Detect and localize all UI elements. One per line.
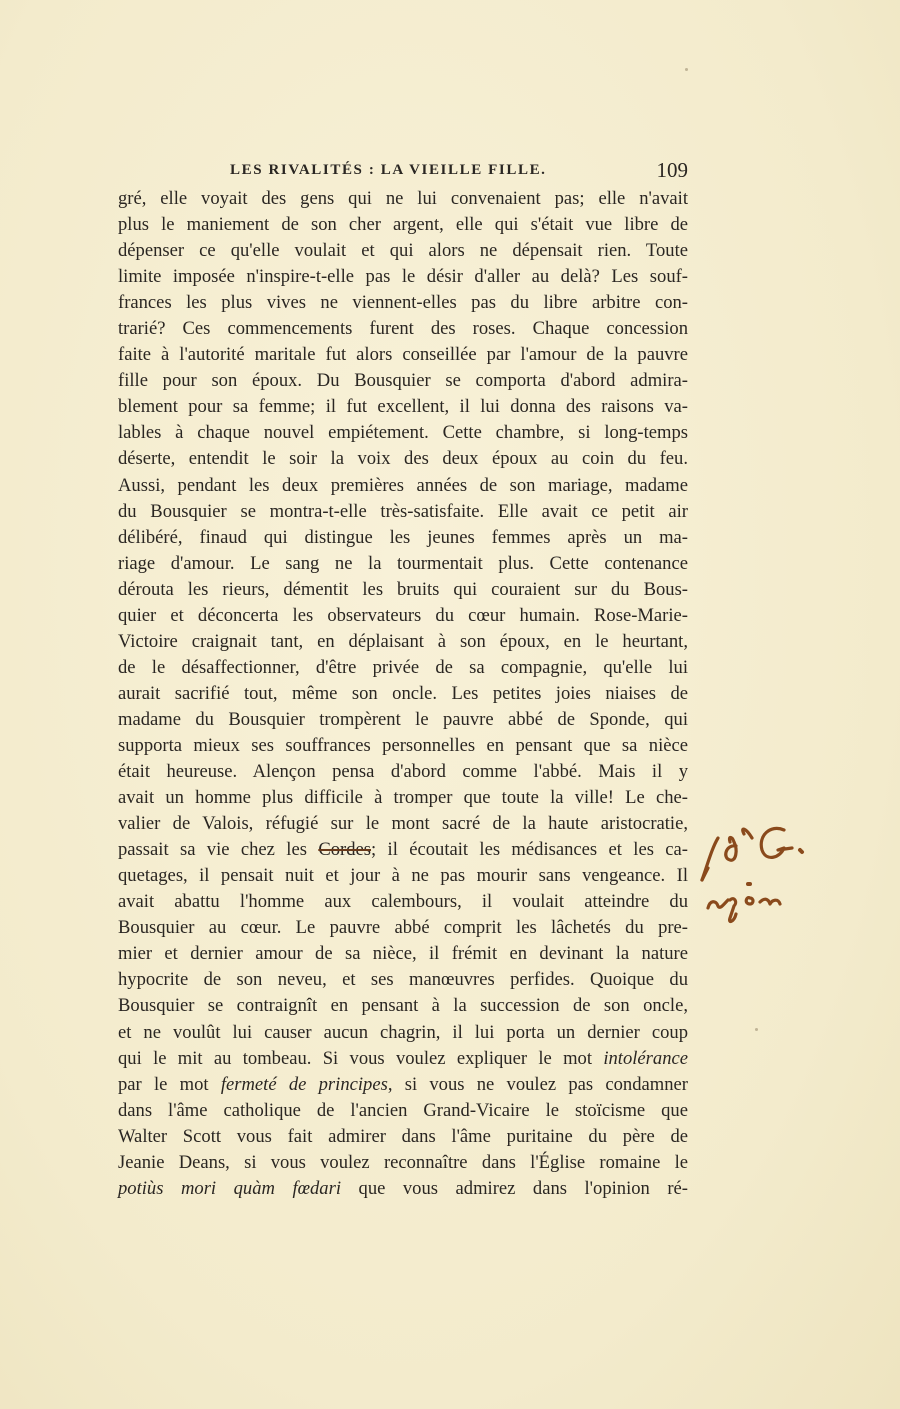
text-line: aurait sacrifié tout, même son oncle. Les petites joies niaises de <box>118 682 688 704</box>
text-line: dérouta les rieurs, démentit les bruits qui couraient sur du Bous- <box>118 578 688 600</box>
text-line: madame du Bousquier trompèrent le pauvre abbé de Sponde, qui <box>118 708 688 730</box>
text-line: du Bousquier se montra-t-elle très-satisfaite. Elle avait ce petit air <box>118 500 688 522</box>
struck-word: Cordes <box>318 839 371 861</box>
text-line: supporta mieux ses souffrances personnelles en pensant que sa nièce <box>118 734 688 756</box>
text-line: blement pour sa femme; il fut excellent, il lui donna des raisons va- <box>118 396 688 418</box>
running-title: LES RIVALITÉS : LA VIEILLE FILLE. <box>230 162 547 178</box>
text-line: de le désaffectionner, d'être privée de sa compagnie, qu'elle lui <box>118 656 688 678</box>
text-line: gré, elle voyait des gens qui ne lui convenaient pas; elle n'avait <box>118 188 688 209</box>
text-line: hypocrite de son neveu, et ses manœuvres perfides. Quoique du <box>118 969 688 991</box>
paper-speck <box>685 68 688 71</box>
text-line <box>118 1072 688 1098</box>
handwritten-annotation <box>700 818 840 928</box>
text-line: mier et dernier amour de sa nièce, il frémit en devinant la nature <box>118 943 688 965</box>
line-segment: par le mot <box>118 1073 221 1095</box>
text-line: quier et déconcerta les observateurs du cœur humain. Rose-Marie- <box>118 604 688 626</box>
text-line: délibéré, finaud qui distingue les jeunes femmes après un ma- <box>118 526 688 548</box>
text-line: Bousquier au cœur. Le pauvre abbé comprit les lâchetés du pre- <box>118 917 688 939</box>
text-line <box>118 1046 688 1072</box>
line-segment: ; il écoutait les médisances et les ca- <box>371 839 688 861</box>
line-segment: , si vous ne voulez pas condamner <box>387 1073 688 1095</box>
italic-term: intolérance <box>603 1047 688 1069</box>
text-line: Walter Scott vous fait admirer dans l'âme puritaine du père de <box>118 1125 688 1147</box>
handwriting-icon <box>700 818 840 928</box>
text-line-with-correction <box>118 837 688 863</box>
text-line: Jeanie Deans, si vous voulez reconnaître dans l'Église romaine le <box>118 1151 688 1173</box>
page-number: 109 <box>656 158 688 182</box>
text-line <box>118 1176 688 1202</box>
text-line: quetages, il pensait nuit et jour à ne pas mourir sans vengeance. Il <box>118 865 688 887</box>
line-segment: passait sa vie chez les <box>118 839 319 861</box>
text-line: limite imposée n'inspire-t-elle pas le désir d'aller au delà? Les souf- <box>118 266 688 288</box>
text-line: était heureuse. Alençon pensa d'abord comme l'abbé. Mais il y <box>118 761 688 783</box>
line-segment: qui le mit au tombeau. Si vous voulez expliquer le mot <box>118 1047 604 1069</box>
text-line: Bousquier se contraignît en pensant à la succession de son oncle, <box>118 995 688 1017</box>
page-header <box>118 158 688 188</box>
text-line: et ne voulût lui causer aucun chagrin, il lui porta un dernier coup <box>118 1021 688 1043</box>
text-line: dépenser ce qu'elle voulait et qui alors ne dépensait rien. Toute <box>118 240 688 262</box>
text-line: trarié? Ces commencements furent des roses. Chaque concession <box>118 318 688 340</box>
text-line: fille pour son époux. Du Bousquier se comporta d'abord admira- <box>118 370 688 392</box>
text-line: frances les plus vives ne viennent-elles pas du libre arbitre con- <box>118 292 688 314</box>
paper-speck <box>755 1028 758 1031</box>
text-line: Victoire craignait tant, en déplaisant à son époux, en le heurtant, <box>118 630 688 652</box>
text-line: déserte, entendit le soir la voix des deux époux au coin du feu. <box>118 448 688 470</box>
text-line: valier de Valois, réfugié sur le mont sacré de la haute aristocratie, <box>118 813 688 835</box>
text-line: Aussi, pendant les deux premières années de son mariage, madame <box>118 474 688 496</box>
text-line: avait un homme plus difficile à tromper que toute la ville! Le che- <box>118 787 688 809</box>
text-line: faite à l'autorité maritale fut alors conseillée par l'amour de la pauvre <box>118 344 688 366</box>
text-line: avait abattu l'homme aux calembours, il voulait atteindre du <box>118 891 688 913</box>
body-text <box>118 186 688 1202</box>
text-line: plus le maniement de son cher argent, elle qui s'était vue libre de <box>118 214 688 236</box>
italic-term: potiùs mori quàm fœdari <box>118 1177 342 1199</box>
line-segment: que vous admirez dans l'opinion ré- <box>341 1177 688 1199</box>
text-line: riage d'amour. Le sang ne la tourmentait plus. Cette contenance <box>118 552 688 574</box>
italic-term: fermeté de principes <box>220 1073 388 1095</box>
text-line: dans l'âme catholique de l'ancien Grand-Vicaire le stoïcisme que <box>118 1099 688 1121</box>
text-line: lables à chaque nouvel empiétement. Cette chambre, si long-temps <box>118 422 688 444</box>
